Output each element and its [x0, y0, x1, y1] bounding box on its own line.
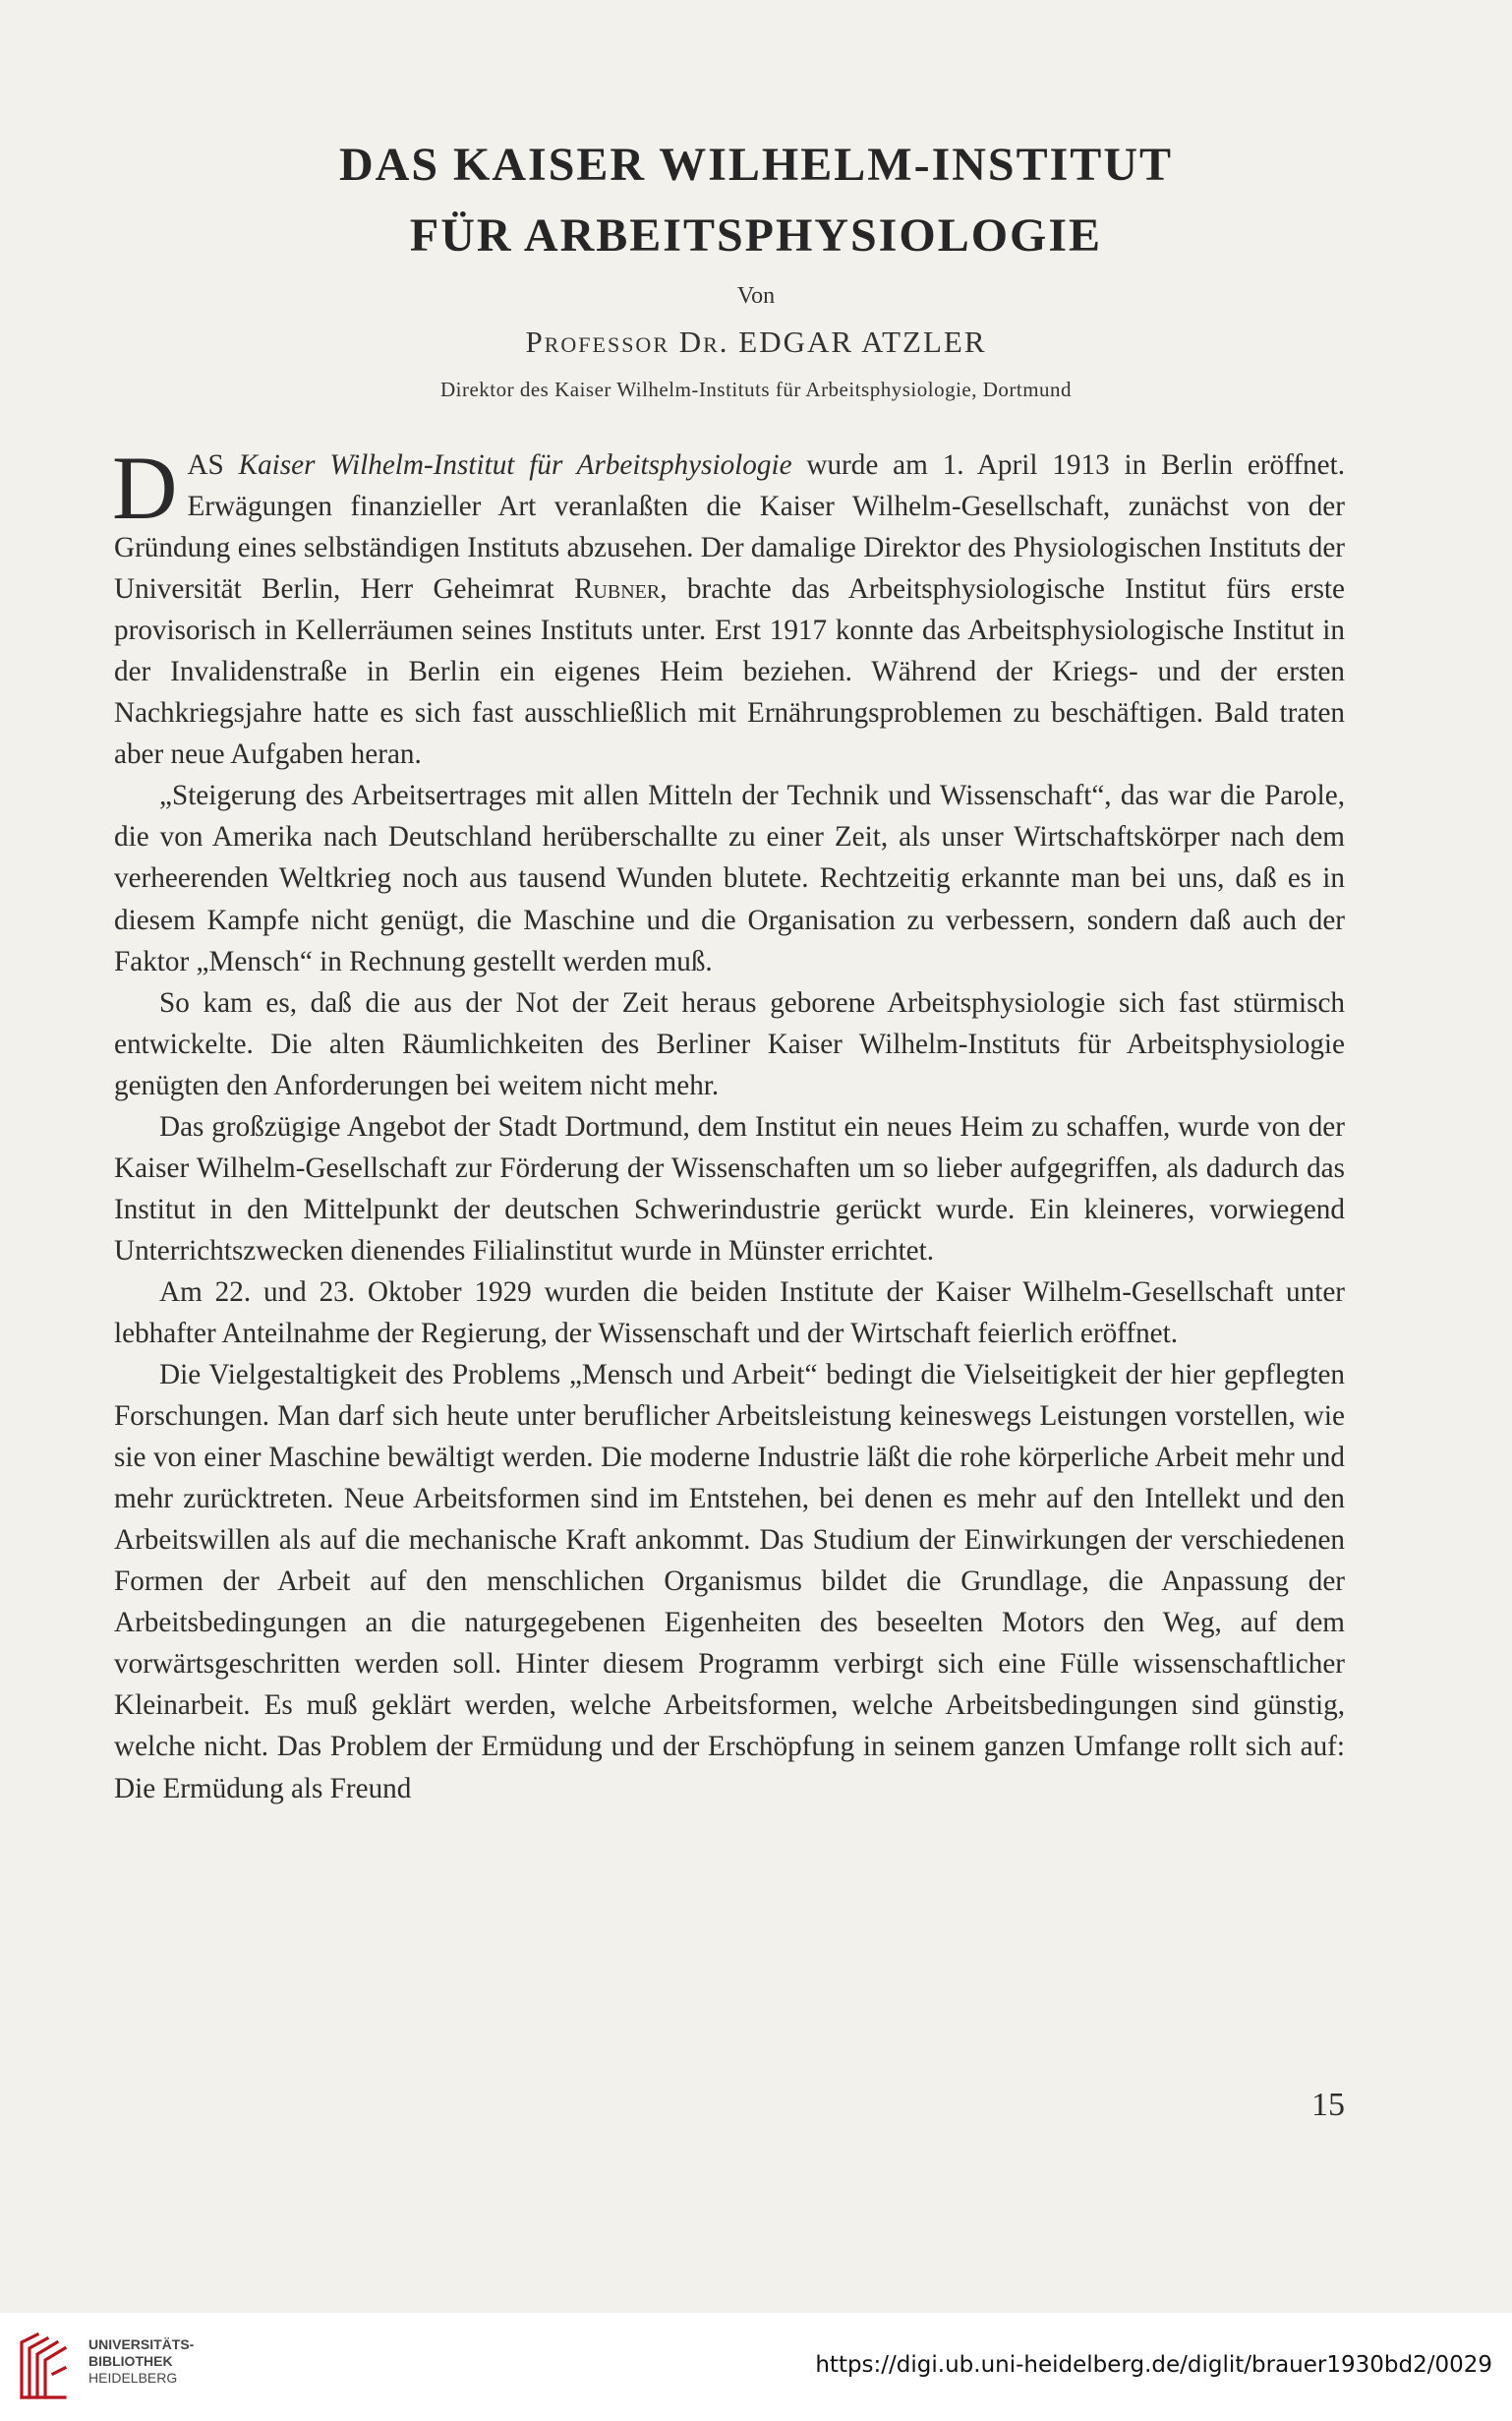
library-logo-icon: [16, 2329, 71, 2403]
person-name-rubner: Rubner: [573, 573, 661, 606]
paragraph-4: Das großzügige Angebot der Stadt Dortmund, dem Institut ein neues Heim zu schaffen, wurde von der Kaiser Wilhelm-Gesellschaft zur Förderung der Wissenschaften um so lieber aufgegriffen, als dadurch das Institut in den Mittelpunkt der deutschen Schwerindustrie gerückt wurde. Ein kleineres, vorwiegend Unterrichtszwecken dienendes Filialinstitut wurde in Münster errichtet.: [114, 1110, 1345, 1267]
paragraph-1-opening: AS: [187, 449, 239, 481]
article-body: [112, 438, 1346, 1809]
paragraph-1-text-b: , brachte das Arbeitsphysiologische Institut fürs erste provisorisch in Kellerräumen seines Instituts unter. Erst 1917 konnte das Arbeitsphysiologische Institut in der Invalidenstraße in Berlin ein eigenes Heim beziehen. Während der Kriegs- und der ersten Nachkriegsjahre hatte es sich fast ausschließlich mit Ernährungsproblemen zu beschäftigen. Bald traten aber neue Aufgaben heran.: [114, 573, 1345, 771]
paragraph-2: „Steigerung des Arbeitsertrages mit allen Mitteln der Technik und Wissenschaft“, das war die Parole, die von Amerika nach Deutschland herüberschallte zu einer Zeit, als unser Wirtschaftskörper nach dem verheerenden Weltkrieg noch aus tausend Wunden blutete. Rechtzeitig erkannte man bei uns, daß es in diesem Kampfe nicht genügt, die Maschine und die Organisation zu verbessern, sondern daß auch der Faktor „Mensch“ in Rechnung gestellt werden muß.: [114, 780, 1345, 977]
permalink-url[interactable]: https://digi.ub.uni-heidelberg.de/diglit/brauer1930bd2/0029: [815, 2352, 1492, 2378]
viewer-footer: [0, 2313, 1512, 2421]
article-title-line-2: FÜR ARBEITSPHYSIOLOGIE: [409, 209, 1103, 262]
byline-affiliation: Direktor des Kaiser Wilhelm-Instituts für Arbeitsphysiologie, Dortmund: [439, 378, 1073, 401]
paragraph-6: Die Vielgestaltigkeit des Problems „Mensch und Arbeit“ bedingt die Vielseitigkeit der hier gepflegten Forschungen. Man darf sich heute unter beruflicher Arbeitsleistung keineswegs Leistungen vorstellen, wie sie von einer Maschine bewältigt werden. Die moderne Industrie läßt die rohe körperliche Arbeit mehr und mehr zurücktreten. Neue Arbeitsformen sind im Entstehen, bei denen es mehr auf den Intellekt und den Arbeitswillen als auf die mechanische Kraft ankommt. Das Studium der Einwirkungen der verschiedenen Formen der Arbeit auf den menschlichen Organismus bildet die Grundlage, die Anpassung der Arbeitsbedingungen an die naturgegebenen Eigenheiten des beseelten Motors den Weg, auf dem vorwärtsgeschritten werden soll. Hinter diesem Programm verbirgt sich eine Fülle wissenschaftlicher Kleinarbeit. Es muß geklärt werden, welche Arbeitsformen, welche Arbeitsbedingungen sind günstig, welche nicht. Das Problem der Ermüdung und der Erschöpfung in seinem ganzen Umfange rollt sich auf: Die Ermüdung als Freund: [114, 1359, 1345, 1804]
paragraph-3: So kam es, daß die aus der Not der Zeit heraus geborene Arbeitsphysiologie sich fast stürmisch entwickelte. Die alten Räumlichkeiten des Berliner Kaiser Wilhelm-Instituts für Arbeitsphysiologie genügten den Anforderungen bei weitem nicht mehr.: [114, 986, 1345, 1101]
library-name-line-1: UNIVERSITÄTS-: [88, 2336, 195, 2352]
article-title-line-1: DAS KAISER WILHELM-INSTITUT: [339, 139, 1173, 191]
paragraph-5: Am 22. und 23. Oktober 1929 wurden die beiden Institute der Kaiser Wilhelm-Gesellschaft unter lebhafter Anteilnahme der Regierung, der Wissenschaft und der Wirtschaft feierlich eröffnet.: [114, 1275, 1345, 1349]
byline-author: Professor Dr. EDGAR ATZLER: [525, 325, 987, 359]
drop-cap: D: [112, 438, 178, 538]
paragraph-1-text-a: wurde am 1. April 1913 in Berlin eröffnet. Erwägungen finanzieller Art veranlaßten die Kaiser Wilhelm-Gesellschaft, zunächst von der Gründung eines selbständigen Instituts abzusehen. Der damalige Direktor des Physiologischen Instituts der Universität Berlin, Herr Geheimrat: [114, 449, 1346, 606]
institute-name-italic: Kaiser Wilhelm-Institut für Arbeitsphysiologie: [238, 449, 792, 481]
paragraph-1: [112, 438, 1346, 775]
page-number: 15: [1311, 2087, 1345, 2123]
library-name-line-2: BIBLIOTHEK: [88, 2353, 173, 2369]
byline-von: Von: [736, 283, 776, 309]
library-name-line-3: HEIDELBERG: [88, 2370, 178, 2386]
library-name: [88, 2336, 194, 2387]
